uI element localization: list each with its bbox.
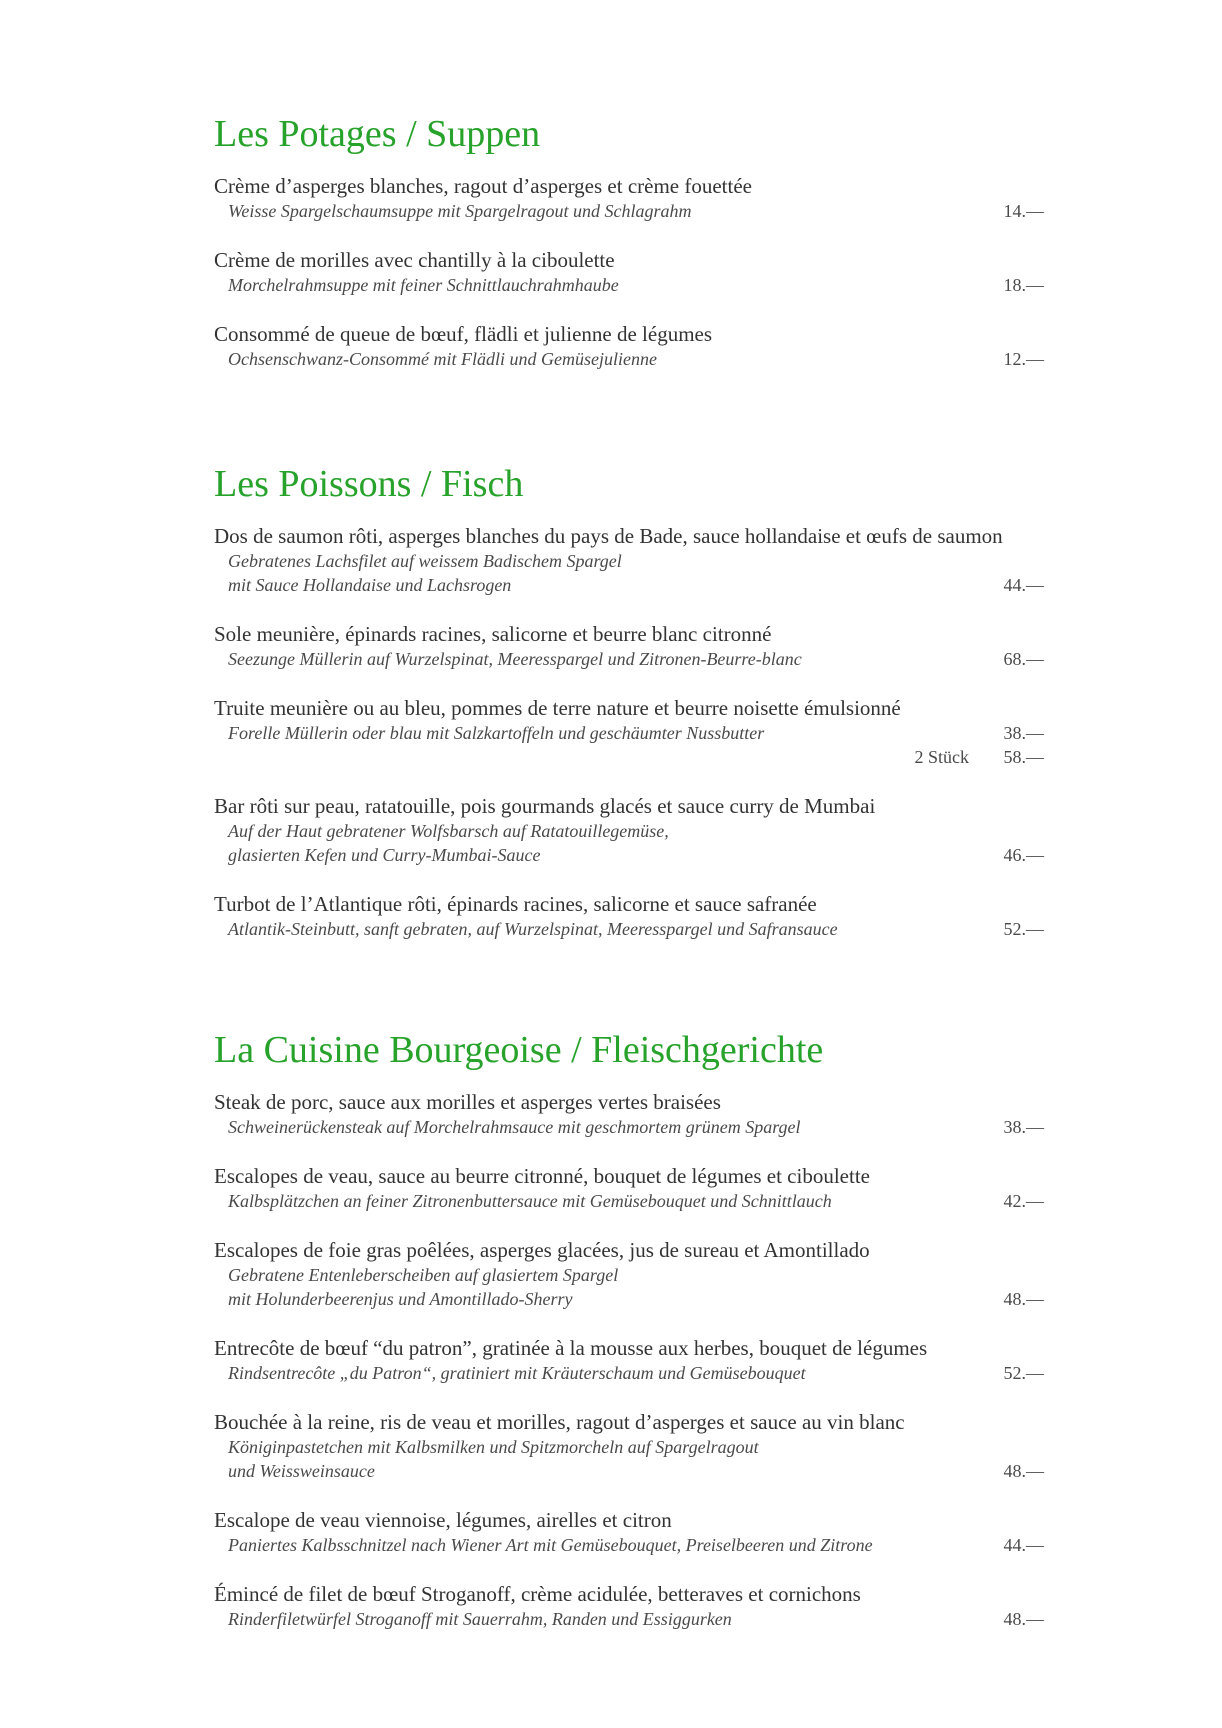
dish-name-german: glasierten Kefen und Curry-Mumbai-Sauce <box>228 845 541 865</box>
dish-variant-line <box>214 745 1074 769</box>
dish-name-french: Truite meunière ou au bleu, pommes de terre nature et beurre noisette émulsionné <box>214 696 901 720</box>
dish-price: 48.— <box>1003 1609 1044 1629</box>
dish-variant-price: 58.— <box>1003 747 1044 767</box>
dish-name-german: Rindsentrecôte „du Patron“, gratiniert mit Kräuterschaum und Gemüsebouquet <box>228 1363 806 1383</box>
dish-price: 14.— <box>1003 201 1044 221</box>
dish-price: 44.— <box>1003 1535 1044 1555</box>
menu-item <box>214 622 1074 671</box>
dish-name-german: Ochsenschwanz-Consommé mit Flädli und Gemüsejulienne <box>228 349 657 369</box>
dish-price: 42.— <box>1003 1191 1044 1211</box>
dish-price: 44.— <box>1003 575 1044 595</box>
dish-price: 12.— <box>1003 349 1044 369</box>
dish-name-german: und Weissweinsauce <box>228 1461 375 1481</box>
section-title: Les Poissons / Fisch <box>214 463 524 505</box>
dish-name-french: Crème d’asperges blanches, ragout d’asperges et crème fouettée <box>214 174 752 198</box>
menu-item <box>214 794 1074 867</box>
dish-name-french: Consommé de queue de bœuf, flädli et julienne de légumes <box>214 322 713 346</box>
dish-price: 52.— <box>1003 919 1044 939</box>
dish-name-french: Émincé de filet de bœuf Stroganoff, crème acidulée, betteraves et cornichons <box>214 1582 861 1606</box>
menu-item <box>214 1336 1074 1385</box>
section-title: La Cuisine Bourgeoise / Fleischgerichte <box>214 1029 824 1071</box>
dish-name-french: Escalope de veau viennoise, légumes, airelles et citron <box>214 1508 672 1532</box>
dish-price: 48.— <box>1003 1289 1044 1309</box>
dish-name-french: Escalopes de foie gras poêlées, asperges glacées, jus de sureau et Amontillado <box>214 1238 870 1262</box>
dish-name-french: Sole meunière, épinards racines, salicorne et beurre blanc citronné <box>214 622 772 646</box>
menu-item <box>214 174 1074 223</box>
dish-name-french: Dos de saumon rôti, asperges blanches du pays de Bade, sauce hollandaise et œufs de saumon <box>214 524 1003 548</box>
dish-name-german: Kalbsplätzchen an feiner Zitronenbuttersauce mit Gemüsebouquet und Schnittlauch <box>228 1191 832 1211</box>
dish-name-german: Forelle Müllerin oder blau mit Salzkartoffeln und geschäumter Nussbutter <box>228 723 765 743</box>
dish-name-french: Steak de porc, sauce aux morilles et asperges vertes braisées <box>214 1090 721 1114</box>
menu-item <box>214 1508 1074 1557</box>
dish-name-french: Bar rôti sur peau, ratatouille, pois gourmands glacés et sauce curry de Mumbai <box>214 794 876 818</box>
dish-price: 46.— <box>1003 845 1044 865</box>
menu-item <box>214 1090 1074 1139</box>
menu-section-fleischgerichte <box>214 1028 1074 1656</box>
menu-item <box>214 696 1074 769</box>
dish-name-french: Bouchée à la reine, ris de veau et morilles, ragout d’asperges et sauce au vin blanc <box>214 1410 905 1434</box>
menu-item <box>214 1410 1074 1483</box>
dish-name-german: Atlantik-Steinbutt, sanft gebraten, auf Wurzelspinat, Meeresspargel und Safransauce <box>228 919 838 939</box>
dish-name-german: Rinderfiletwürfel Stroganoff mit Sauerrahm, Randen und Essiggurken <box>228 1609 732 1629</box>
menu-section-fisch <box>214 462 1074 966</box>
menu-item <box>214 322 1074 371</box>
dish-name-french: Escalopes de veau, sauce au beurre citronné, bouquet de légumes et ciboulette <box>214 1164 870 1188</box>
dish-name-german: Schweinerückensteak auf Morchelrahmsauce mit geschmortem grünem Spargel <box>228 1117 801 1137</box>
dish-name-german: Gebratene Entenleberscheiben auf glasiertem Spargel <box>228 1265 619 1285</box>
menu-item <box>214 1164 1074 1213</box>
dish-price: 52.— <box>1003 1363 1044 1383</box>
dish-name-german: Paniertes Kalbsschnitzel nach Wiener Art mit Gemüsebouquet, Preiselbeeren und Zitrone <box>228 1535 873 1555</box>
dish-name-german: mit Holunderbeerenjus und Amontillado-Sherry <box>228 1289 573 1309</box>
dish-name-german: Morchelrahmsuppe mit feiner Schnittlauchrahmhaube <box>228 275 619 295</box>
menu-item <box>214 892 1074 941</box>
dish-price: 18.— <box>1003 275 1044 295</box>
menu-item <box>214 524 1074 597</box>
dish-name-french: Turbot de l’Atlantique rôti, épinards racines, salicorne et sauce safranée <box>214 892 817 916</box>
dish-name-german: Auf der Haut gebratener Wolfsbarsch auf Ratatouillegemüse, <box>228 821 669 841</box>
dish-name-german: Weisse Spargelschaumsuppe mit Spargelragout und Schlagrahm <box>228 201 692 221</box>
dish-price: 48.— <box>1003 1461 1044 1481</box>
dish-name-german: Gebratenes Lachsfilet auf weissem Badischem Spargel <box>228 551 622 571</box>
section-title: Les Potages / Suppen <box>214 113 541 155</box>
menu-item <box>214 248 1074 297</box>
dish-variant-label: 2 Stück <box>914 747 969 767</box>
menu-section-suppen <box>214 112 1074 396</box>
dish-name-german: Königinpastetchen mit Kalbsmilken und Spitzmorcheln auf Spargelragout <box>228 1437 759 1457</box>
dish-price: 68.— <box>1003 649 1044 669</box>
dish-price: 38.— <box>1003 1117 1044 1137</box>
menu-item <box>214 1238 1074 1311</box>
dish-name-french: Entrecôte de bœuf “du patron”, gratinée à la mousse aux herbes, bouquet de légumes <box>214 1336 928 1360</box>
dish-name-french: Crème de morilles avec chantilly à la ciboulette <box>214 248 615 272</box>
dish-name-german: mit Sauce Hollandaise und Lachsrogen <box>228 575 512 595</box>
dish-name-german: Seezunge Müllerin auf Wurzelspinat, Meeresspargel und Zitronen-Beurre-blanc <box>228 649 802 669</box>
dish-price: 38.— <box>1003 723 1044 743</box>
menu-item <box>214 1582 1074 1631</box>
